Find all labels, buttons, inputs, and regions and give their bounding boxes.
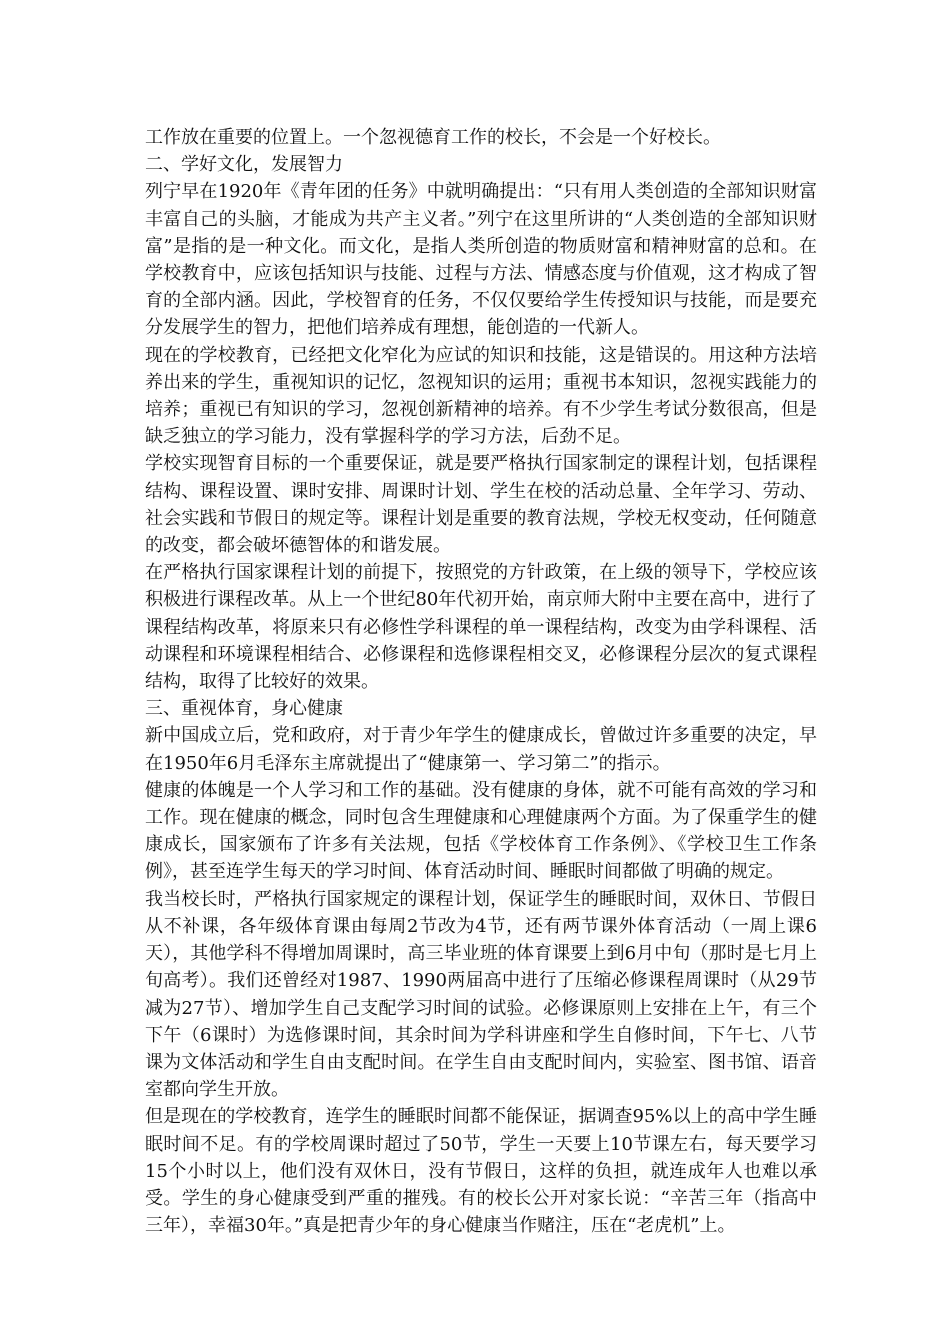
paragraph-exam-oriented-education: 现在的学校教育，已经把文化窄化为应试的知识和技能，这是错误的。用这种方法培养出来的学生，重视知识的记忆，忽视知识的运用；重视书本知识，忽视实践能力的培养；重视已有知识的学习，忽视创新精神的培养。有不少学生考试分数很高，但是缺乏独立的学习能力，没有掌握科学的学习方法，后劲不足。 (145, 344, 817, 448)
paragraph-continued-moral-education: 工作放在重要的位置上。一个忽视德育工作的校长，不会是一个好校长。 (145, 127, 721, 148)
paragraph-curriculum-plan: 学校实现智育目标的一个重要保证，就是要严格执行国家制定的课程计划，包括课程结构、课程设置、课时安排、周课时计划、学生在校的活动总量、全年学习、劳动、社会实践和节假日的规定等。课程计划是重要的教育法规，学校无权变动，任何随意的改变，都会破坏德智体的和谐发展。 (145, 453, 817, 557)
paragraph-healthy-body: 健康的体魄是一个人学习和工作的基础。没有健康的身体，就不可能有高效的学习和工作。现在健康的概念，同时包含生理健康和心理健康两个方面。为了保重学生的健康成长，国家颁布了许多有关法规，包括《学校体育工作条例》、《学校卫生工作条例》，甚至连学生每天的学习时间、体育活动时间、睡眠时间都做了明确的规定。 (145, 779, 817, 883)
paragraph-lenin-quote: 列宁早在1920年《青年团的任务》中就明确提出：“只有用人类创造的全部知识财富丰富自己的头脑，才能成为共产主义者。”列宁在这里所讲的“人类创造的全部知识财富”是指的是一种文化。而文化，是指人类所创造的物质财富和精神财富的总和。在学校教育中，应该包括知识与技能、过程与方法、情感态度与价值观，这才构成了智育的全部内涵。因此，学校智育的任务，不仅仅要给学生传授知识与技能，而是要充分发展学生的智力，把他们培养成有理想，能创造的一代新人。 (145, 181, 817, 339)
paragraph-health-first: 新中国成立后，党和政府，对于青少年学生的健康成长，曾做过许多重要的决定，早在1950年6月毛泽东主席就提出了“健康第一、学习第二”的指示。 (145, 725, 817, 774)
paragraph-principal-experience: 我当校长时，严格执行国家规定的课程计划，保证学生的睡眠时间，双休日、节假日从不补课，各年级体育课由每周2节改为4节，还有两节课外体育活动（一周上课6天），其他学科不得增加周课时，高三毕业班的体育课要上到6月中旬（那时是七月上旬高考）。我们还曾经对1987、1990两届高中进行了压缩必修课程周课时（从29节减为27节）、增加学生自己支配学习时间的试验。必修课原则上安排在上午，有三个下午（6课时）为选修课时间，其余时间为学科讲座和学生自修时间，下午七、八节课为文体活动和学生自由支配时间。在学生自由支配时间内，实验室、图书馆、语音室都向学生开放。 (145, 888, 817, 1101)
document-body (145, 124, 817, 1239)
section-heading-physical-education: 三、重视体育，身心健康 (145, 698, 343, 720)
section-heading-culture-intellect: 二、学好文化，发展智力 (145, 154, 343, 176)
paragraph-curriculum-reform: 在严格执行国家课程计划的前提下，按照党的方针政策，在上级的领导下，学校应该积极进行课程改革。从上一个世纪80年代初开始，南京师大附中主要在高中，进行了课程结构改革，将原来只有必修性学科课程的单一课程结构，改变为由学科课程、活动课程和环境课程相结合、必修课程和选修课程相交叉，必修课程分层次的复式课程结构，取得了比较好的效果。 (145, 562, 817, 693)
paragraph-current-burden: 但是现在的学校教育，连学生的睡眠时间都不能保证，据调查95%以上的高中学生睡眠时间不足。有的学校周课时超过了50节，学生一天要上10节课左右，每天要学习15个小时以上，他们没有双休日，没有节假日，这样的负担，就连成年人也难以承受。学生的身心健康受到严重的摧残。有的校长公开对家长说：“辛苦三年（指高中三年），幸福30年。”真是把青少年的身心健康当作赌注，压在“老虎机”上。 (145, 1106, 817, 1237)
